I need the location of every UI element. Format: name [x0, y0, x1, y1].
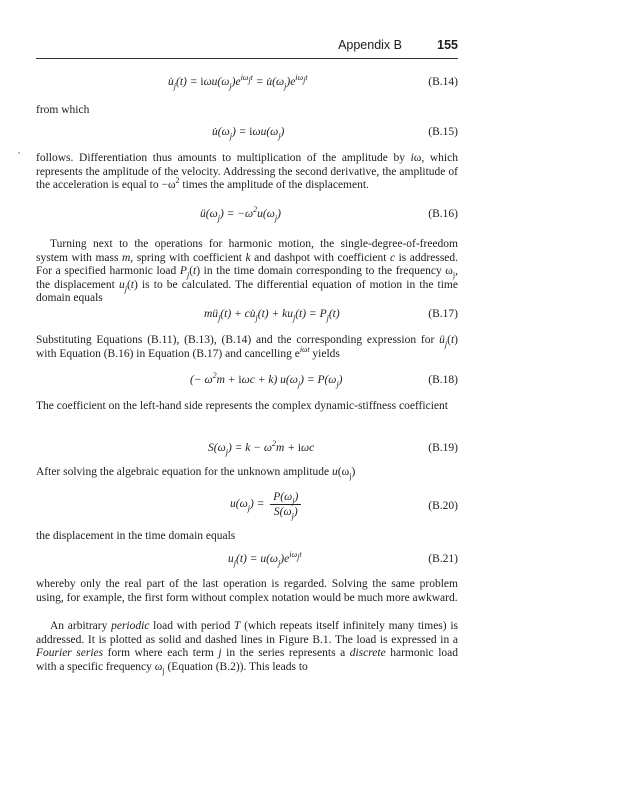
equation-b20-tag: (B.20) — [428, 500, 458, 512]
running-header — [36, 38, 458, 54]
paragraph-periodic-load: An arbitrary periodic load with period T (which repeats itself infinitely many times) is addressed. It is plotted as solid and dashed lines in Figure B.1. The load is expressed in a Fourier series form where each term j in the series represents a discrete harmonic load with a specific frequency $\omega_j$ (Equation (B.2)). This leads to — [36, 620, 458, 676]
equation-b15-tag: (B.15) — [428, 126, 458, 138]
equation-b21 — [36, 550, 458, 571]
equation-b14-tag: (B.14) — [428, 76, 458, 88]
equation-b21-expression: $u_j(t) = u(\omega_j)e^{i\omega_jt}$ — [228, 550, 302, 568]
equation-b18-tag: (B.18) — [428, 374, 458, 386]
paragraph-substituting: Substituting Equations (B.11), (B.13), (B.14) and the corresponding expression for $ü_j(t)$ with Equation (B.16) in Equation (B.17) and cancelling $e^{i\omega t}$ yields — [36, 334, 458, 360]
paragraph-differentiation: follows. Differentiation thus amounts to multiplication of the amplitude by iω, which represents the amplitude of the velocity. Addressing the second derivative, the amplitude of the acceleration is equal to $-\omega^2$ times the amplitude of the displacement. — [36, 152, 458, 192]
equation-b17-tag: (B.17) — [428, 308, 458, 320]
equation-b15-expression: $u̇(\omega_j) = i\omega u(\omega_j)$ — [212, 126, 285, 141]
paragraph-displacement: the displacement in the time domain equals — [36, 530, 236, 542]
equation-b17-expression: $mü_j(t)$ + $cu̇_j(t) + ku_j(t) = P_j(t)$ — [204, 308, 340, 323]
equation-b20-expression: $u(\omega_j)$ = $\frac{P(\omega_j)}{S(\omega_j)}$ — [230, 490, 304, 519]
equation-b19-tag: (B.19) — [428, 442, 458, 454]
running-header-title: Appendix B — [338, 38, 402, 52]
paragraph-coefficient: The coefficient on the left-hand side represents the complex dynamic-stiffness coefficient — [36, 400, 448, 412]
equation-b16 — [36, 205, 458, 226]
equation-b20-fraction: $\frac{P(\omega_j)}{S(\omega_j)}$ — [270, 490, 301, 519]
equation-b17 — [36, 308, 458, 326]
page-number: 155 — [437, 38, 458, 52]
paragraph-real-part: whereby only the real part of the last operation is regarded. Solving the same problem using, for example, the first form without complex notation would be much more awkward. — [36, 578, 458, 604]
paragraph-from-which: from which — [36, 104, 90, 116]
equation-b16-tag: (B.16) — [428, 208, 458, 220]
equation-b18 — [36, 371, 458, 392]
equation-b19-expression: $S(\omega_j) = k - \omega^2m + i\omega c$ — [208, 439, 315, 457]
paragraph-harmonic-motion: Turning next to the operations for harmonic motion, the single-degree-of-freedom system with mass m, spring with coefficient k and dashpot with coefficient c is addressed. For a specified harmonic load $P_j(t)$ in the time domain corresponding to the frequency $\omega_j$, the displacement $u_j(t)$ is to be calculated. The differential equation of motion in the time domain equals — [36, 238, 459, 305]
equation-b19 — [36, 439, 458, 460]
equation-b16-expression: $ü(\omega_j) = -\omega^2u(\omega_j)$ — [200, 205, 281, 223]
equation-b18-expression: (− $\omega^2m + i\omega c + k$) $u(\omega_j) = P(\omega_j)$ — [190, 371, 343, 389]
margin-mark — [18, 152, 20, 154]
equation-b14 — [36, 73, 458, 94]
equation-b14-expression: $u̇_j(t) = i\omega u(\omega_j)e^{i\omega_jt}$ = $u̇(\omega_j)e^{i\omega_jt}$ — [168, 73, 308, 91]
header-rule — [36, 58, 458, 59]
equation-b15 — [36, 126, 458, 144]
paragraph-after-solving: After solving the algebraic equation for the unknown amplitude $u(\omega_j)$ — [36, 466, 356, 481]
equation-b21-tag: (B.21) — [428, 553, 458, 565]
equation-b20 — [36, 490, 458, 524]
